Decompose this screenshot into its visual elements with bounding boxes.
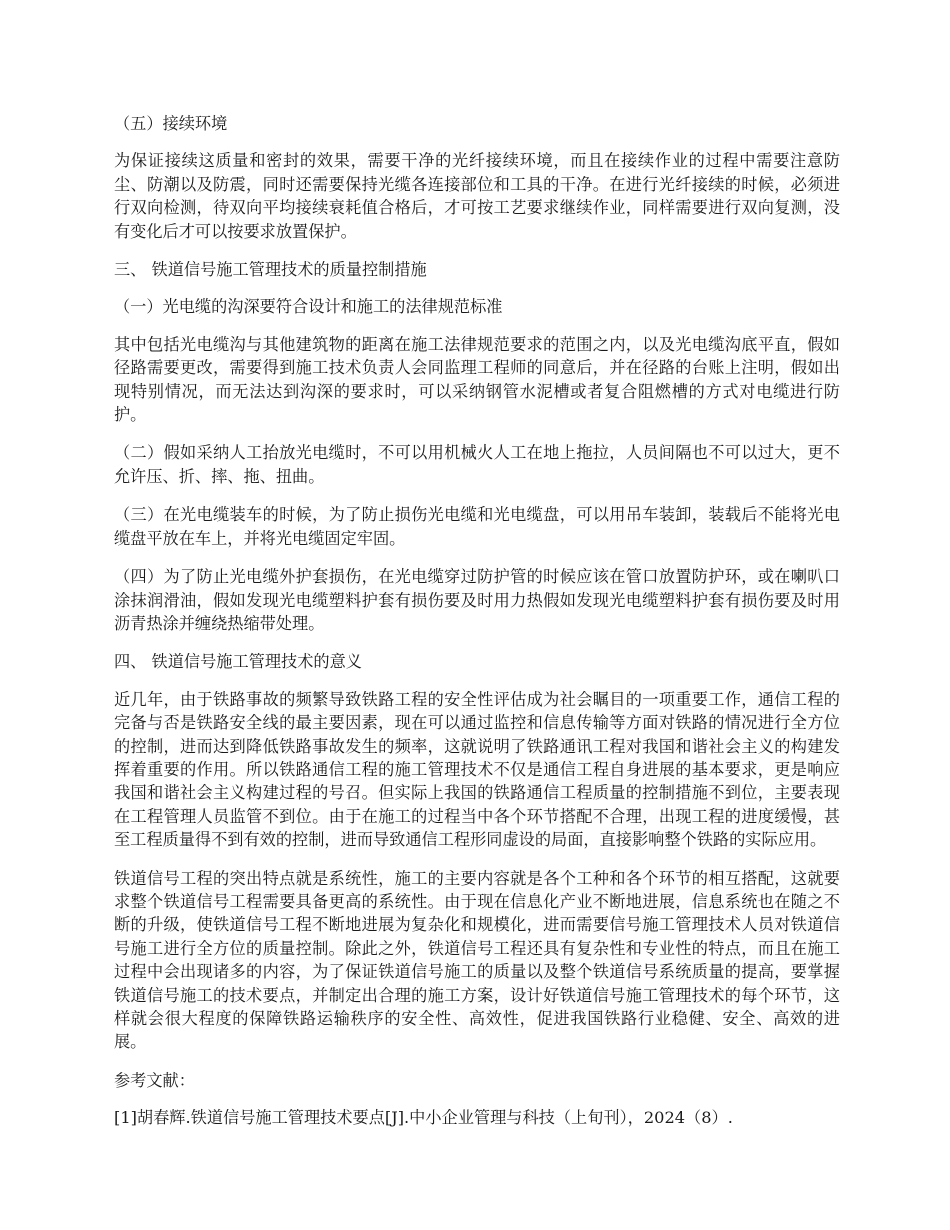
paragraph-significance-2: 铁道信号工程的突出特点就是系统性，施工的主要内容就是各个工种和各个环节的相互搭配，这就要求整个铁道信号工程需要具备更高的系统性。由于现在信息化产业不断地进展，信息系统也在随之不断的升级，使铁道信号工程不断地进展为复杂化和规模化，进而需要信号施工管理技术人员对铁道信号施工进行全方位的质量控制。除此之外，铁道信号工程还具有复杂性和专业性的特点，而且在施工过程中会出现诸多的内容，为了保证铁道信号施工的质量以及整个铁道信号系统质量的提高，要掌握铁道信号施工的技术要点，并制定出合理的施工方案，设计好铁道信号施工管理技术的每个环节，这样就会很大程度的保障铁路运输秩序的安全性、高效性，促进我国铁路行业稳健、安全、高效的进展。 — [114, 868, 840, 1052]
section-heading-environment: （五）接续环境 — [114, 114, 228, 133]
paragraph-manual-laying: （二）假如采纳人工抬放光电缆时，不可以用机械火人工在地上拖拉，人员间隔也不可以过大，更不允许压、折、摔、拖、扭曲。 — [114, 443, 840, 486]
paragraph-trench-depth: 其中包括光电缆沟与其他建筑物的距离在施工法律规范要求的范围之内，以及光电缆沟底平直，假如径路需要更改，需要得到施工技术负责人会同监理工程师的同意后，并在径路的台账上注明，假如出现特别情况，而无法达到沟深的要求时，可以采纳钢管水泥槽或者复合阻燃槽的方式对电缆进行防护。 — [114, 334, 840, 425]
paragraph-loading: （三）在光电缆装车的时候，为了防止损伤光电缆和光电缆盘，可以用吊车装卸，装载后不能将光电缆盘平放在车上，并将光电缆固定牢固。 — [114, 505, 840, 548]
paragraph-significance-1: 近几年，由于铁路事故的频繁导致铁路工程的安全性评估成为社会瞩目的一项重要工作，通信工程的完备与否是铁路安全线的最主要因素，现在可以通过监控和信息传输等方面对铁路的情况进行全方位的控制，进而达到降低铁路事故发生的频率，这就说明了铁路通讯工程对我国和谐社会主义的构建发挥着重要的作用。所以铁路通信工程的施工管理技术不仅是通信工程自身进展的基本要求，更是响应我国和谐社会主义构建过程的号召。但实际上我国的铁路通信工程质量的控制措施不到位，主要表现在工程管理人员监管不到位。由于在施工的过程当中各个环节搭配不合理，出现工程的进度缓慢，甚至工程质量得不到有效的控制，进而导致通信工程形同虚设的局面，直接影响整个铁路的实际应用。 — [114, 689, 840, 850]
paragraph-sheath-protection: （四）为了防止光电缆外护套损伤，在光电缆穿过防护管的时候应该在管口放置防护环，或在喇叭口涂抹润滑油，假如发现光电缆塑料护套有损伤要及时用力热假如发现光电缆塑料护套有损伤要及时用沥青热涂并缠绕热缩带处理。 — [114, 567, 840, 633]
document-page — [114, 112, 840, 1145]
section-heading-quality-control: 三、 铁道信号施工管理技术的质量控制措施 — [114, 260, 427, 280]
section-heading-significance: 四、 铁道信号施工管理技术的意义 — [114, 652, 362, 672]
reference-item: [1]胡春辉.铁道信号施工管理技术要点[J].中小企业管理与科技（上旬刊），2024（8）. — [114, 1108, 733, 1128]
references-heading: 参考文献： — [114, 1070, 195, 1090]
paragraph-environment: 为保证接续这质量和密封的效果，需要干净的光纤接续环境，而且在接续作业的过程中需要注意防尘、防潮以及防震，同时还需要保持光缆各连接部位和工具的干净。在进行光纤接续的时候，必须进行双向检测，待双向平均接续衰耗值合格后，才可按工艺要求继续作业，同样需要进行双向复测，没有变化后才可以按要求放置保护。 — [114, 151, 840, 241]
subsection-heading-trench-depth: （一）光电缆的沟深要符合设计和施工的法律规范标准 — [114, 297, 503, 317]
